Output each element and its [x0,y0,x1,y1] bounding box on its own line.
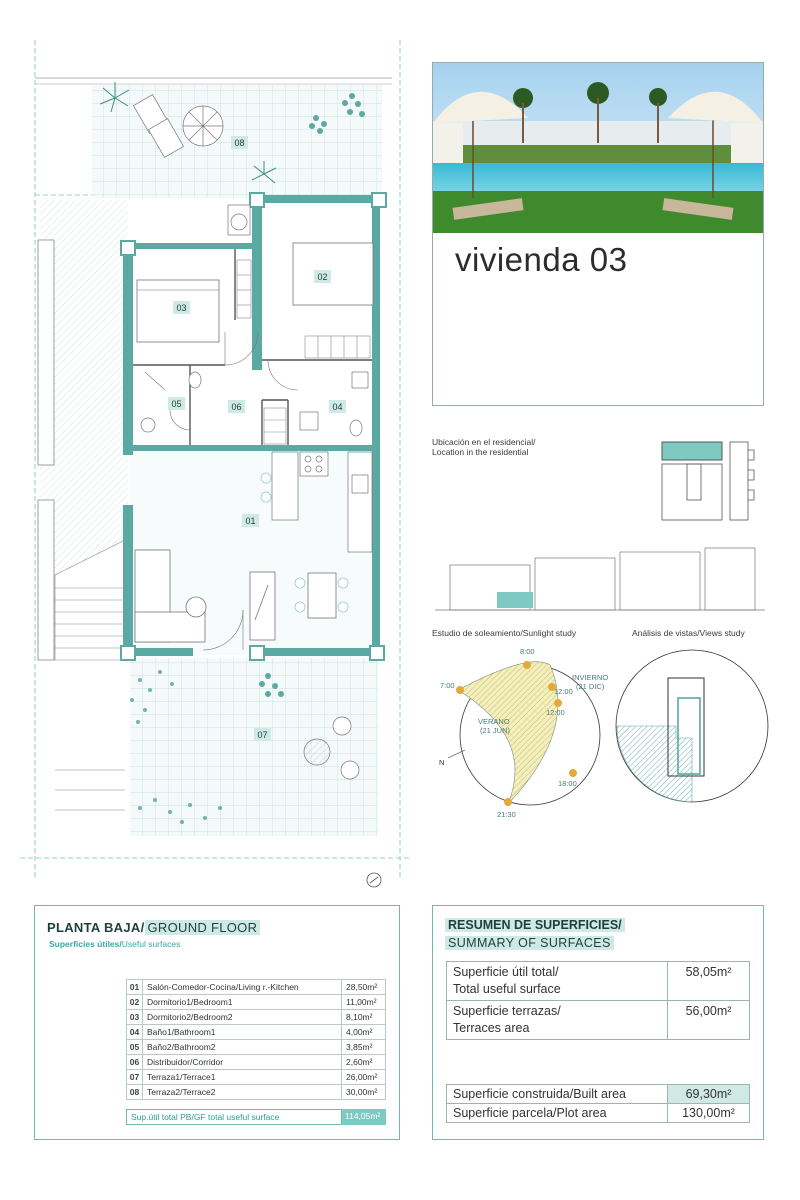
room-row [127,1040,386,1055]
room-row [127,1085,386,1100]
room-area: 2,60m² [342,1055,386,1070]
room-area: 3,85m² [342,1040,386,1055]
built-area-label: Superficie construida/Built area [447,1085,668,1104]
ground-floor-subtitle-en: Useful surfaces [121,939,181,949]
room-number: 07 [127,1070,143,1085]
compass-icon [367,873,381,887]
built-area-value: 69,30m² [668,1085,750,1104]
room-name-es: Salón-Comedor-Cocina/ [147,982,239,992]
room-row [127,980,386,995]
room-name [143,1085,342,1100]
summary-panel [432,905,764,1140]
room-name-en: Living r.-Kitchen [238,982,299,992]
location-caption-es: Ubicación en el residencial/ [432,437,536,447]
summer-label: VERANO [478,717,510,726]
room-number: 05 [127,1040,143,1055]
useful-surface-label-en: Total useful surface [453,982,561,996]
room-name [143,1055,342,1070]
room-row [127,1070,386,1085]
views-study [612,648,772,808]
room-number: 06 [127,1055,143,1070]
room-row [127,995,386,1010]
room-number: 01 [127,980,143,995]
room-tag-03: 03 [176,303,187,313]
room-row [127,1055,386,1070]
room-name-es: Distribuidor/ [147,1057,193,1067]
time-label-12-winter: 12:00 [554,687,573,696]
total-useful-value: 114,05m² [342,1109,386,1125]
room-tag-01: 01 [245,516,256,526]
room-tag-06: 06 [231,402,242,412]
room-name [143,1025,342,1040]
room-name-en: Bathroom1 [173,1027,216,1037]
room-name [143,1070,342,1085]
room-name-en: Bathroom2 [173,1042,216,1052]
room-name [143,1010,342,1025]
ground-floor-subtitle [49,939,180,949]
useful-surface-label-es: Superficie útil total/ [453,965,559,979]
room-name [143,980,342,995]
room-name-en: Terrace2 [182,1087,216,1097]
winter-date: (21 DIC) [576,682,605,691]
location-caption-en: Location in the residential [432,447,529,457]
room-area: 8,10m² [342,1010,386,1025]
room-area: 11,00m² [342,995,386,1010]
room-area: 4,00m² [342,1025,386,1040]
location-caption [432,437,535,457]
room-name-es: Dormitorio2/ [147,1012,194,1022]
room-tag-04: 04 [332,402,343,412]
room-row [127,1010,386,1025]
plot-area-label: Superficie parcela/Plot area [447,1104,668,1123]
built-plot-table [446,1084,750,1123]
room-name-en: Terrace1 [182,1072,216,1082]
ground-floor-title [47,920,260,935]
winter-label: INVIERNO [572,673,609,682]
room-area: 28,50m² [342,980,386,995]
room-name-es: Baño2/ [147,1042,174,1052]
room-name [143,1040,342,1055]
room-name-en: Bedroom1 [193,997,233,1007]
terraces-area-row [447,1001,750,1040]
summary-title-es-text: RESUMEN DE SUPERFICIES/ [445,918,625,932]
summer-date: (21 JUN) [480,726,511,735]
useful-surface-label [447,962,668,1001]
room-name-es: Dormitorio1/ [147,997,194,1007]
room-number: 04 [127,1025,143,1040]
room-name [143,995,342,1010]
useful-surface-value: 58,05m² [668,962,750,1001]
floor-plan [0,0,420,900]
room-row [127,1025,386,1040]
time-label-8: 8:00 [520,647,535,656]
terraces-area-label-en: Terraces area [453,1021,530,1035]
terraces-area-label [447,1001,668,1040]
plot-area-value: 130,00m² [668,1104,750,1123]
useful-surfaces-table [446,961,750,1040]
elevation-drawing [435,540,765,615]
total-useful-label: Sup.útil total PB/GF total useful surface [126,1109,342,1125]
room-name-en: Bedroom2 [193,1012,233,1022]
room-number: 03 [127,1010,143,1025]
summary-title-es [445,918,625,932]
room-number: 02 [127,995,143,1010]
room-name-es: Terraza1/ [147,1072,183,1082]
summary-title-en [445,936,614,950]
room-tag-07: 07 [257,730,268,740]
location-map [660,440,760,522]
views-study-label: Análisis de vistas/Views study [632,628,745,638]
total-useful-row [126,1109,386,1125]
time-label-18: 18:00 [558,779,577,788]
north-label: N [439,758,445,767]
render-image [433,63,763,233]
room-tag-02: 02 [317,272,328,282]
room-area: 30,00m² [342,1085,386,1100]
room-name-es: Baño1/ [147,1027,174,1037]
sunlight-study-label: Estudio de soleamiento/Sunlight study [432,628,577,638]
ground-floor-panel [34,905,400,1140]
plot-area-row [447,1104,750,1123]
ground-floor-title-main: PLANTA BAJA/ [47,920,145,935]
render-panel [432,62,764,406]
room-tag-08: 08 [234,138,245,148]
room-area: 26,00m² [342,1070,386,1085]
room-name-es: Terraza2/ [147,1087,183,1097]
useful-surface-row [447,962,750,1001]
room-tag-05: 05 [171,399,182,409]
time-label-12-summer: 12:00 [546,708,565,717]
time-label-7: 7:00 [440,681,455,690]
room-name-en: Corridor [192,1057,224,1067]
built-area-row [447,1085,750,1104]
ground-floor-title-en: GROUND FLOOR [145,920,261,935]
time-label-2130: 21:30 [497,810,516,819]
ground-floor-subtitle-es: Superficies útiles/ [49,939,122,949]
terraces-area-value: 56,00m² [668,1001,750,1040]
terraces-area-label-es: Superficie terrazas/ [453,1004,561,1018]
summary-title-en-text: SUMMARY OF SURFACES [445,936,614,950]
rooms-table [126,979,386,1100]
room-number: 08 [127,1085,143,1100]
sunlight-study [430,640,630,825]
unit-title: vivienda 03 [455,241,628,278]
